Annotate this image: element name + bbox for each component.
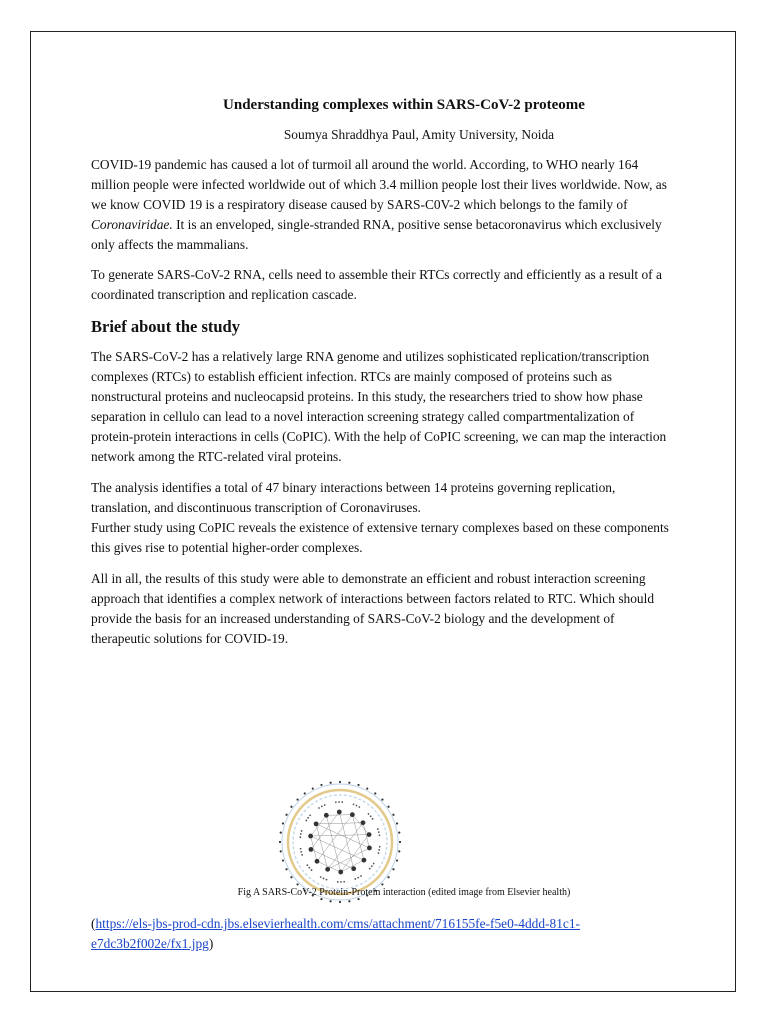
satellite-dot [356, 805, 358, 807]
section-heading: Brief about the study [91, 317, 240, 336]
outer-dot [387, 876, 389, 878]
satellite-dot [300, 851, 302, 853]
figure-caption: Fig A SARS-CoV-2 Protein-Protein interaction (edited image from Elsevier health) [237, 887, 571, 898]
satellite-dot [379, 846, 381, 848]
outer-dot [330, 782, 332, 784]
protein-node [338, 870, 343, 875]
satellite-dot [326, 879, 328, 881]
interaction-edge [311, 812, 339, 849]
satellite-dot [373, 863, 375, 865]
author-line: Soumya Shraddhya Paul, Amity University, Noida [283, 127, 555, 142]
source-link[interactable]: https://els-jbs-prod-cdn.jbs.elsevierhealth.com/cms/attachment/716155fe-f5e0-4ddd-81c1-e7dc3b2f002e/fx1.jpg [91, 916, 580, 951]
interaction-edge [316, 823, 363, 824]
inner-ring [293, 795, 387, 889]
study-paragraph-2-line-2: Further study using CoPIC reveals the existence of extensive ternary complexes based on these components this gives rise to potential higher-order complexes. [91, 520, 669, 555]
intro-paragraph-2: To generate SARS-CoV-2 RNA, cells need to assemble their RTCs correctly and efficiently as a result of a coordinated transcription and replication cascade. [91, 267, 662, 302]
protein-node [351, 866, 356, 871]
protein-node [362, 858, 367, 863]
protein-node [325, 867, 330, 872]
protein-node [367, 846, 372, 851]
satellite-dot [299, 836, 301, 838]
outer-dot [339, 781, 341, 783]
satellite-dot [307, 817, 309, 819]
outer-dot [374, 792, 376, 794]
outer-dot [387, 806, 389, 808]
satellite-dot [360, 875, 362, 877]
intro-paragraph-1-text-a: COVID-19 pandemic has caused a lot of turmoil all around the world. According, to WHO nearly 164 million people were infected worldwide out of which 3.4 million people lost their lives worldwide. Now, as we know COVID 19 is a respiratory disease caused by SARS-C0V-2 which belongs to the family of [91, 157, 667, 212]
satellite-dot [369, 868, 371, 870]
satellite-dot [306, 864, 308, 866]
satellite-dot [370, 815, 372, 817]
outer-dot [398, 832, 400, 834]
outer-dot [348, 782, 350, 784]
outer-dot [392, 868, 394, 870]
satellite-dot [372, 818, 374, 820]
satellite-dot [318, 807, 320, 809]
satellite-dot [378, 849, 380, 851]
interaction-edge [339, 812, 353, 869]
protein-node [337, 810, 342, 815]
outer-dot [392, 814, 394, 816]
outer-dot [290, 806, 292, 808]
satellite-dot [341, 801, 343, 803]
satellite-dot [357, 877, 359, 879]
satellite-dot [379, 834, 381, 836]
link-close-paren: ) [208, 936, 214, 951]
protein-node [367, 832, 372, 837]
satellite-dot [368, 813, 370, 815]
protein-node [308, 834, 313, 839]
protein-node [350, 812, 355, 817]
study-paragraph-2-line-1: The analysis identifies a total of 47 binary interactions between 14 proteins governing replication, translation, and discontinuous transcription of Coronaviruses. [91, 480, 616, 515]
outer-dot [279, 841, 281, 843]
outer-dot [296, 798, 298, 800]
outer-dot [285, 814, 287, 816]
satellite-dot [323, 878, 325, 880]
outer-dot [282, 859, 284, 861]
outer-dot [357, 784, 359, 786]
outer-dot [285, 868, 287, 870]
protein-node [315, 859, 320, 864]
satellite-dot [300, 833, 302, 835]
interaction-edge [341, 835, 369, 872]
outer-dot [396, 859, 398, 861]
satellite-dot [358, 806, 360, 808]
outer-ring [282, 784, 398, 900]
family-name-italic: Coronaviridae. [91, 217, 173, 232]
outer-dot [304, 792, 306, 794]
interaction-edge [311, 835, 369, 836]
satellite-dot [371, 865, 373, 867]
study-paragraph-2 [91, 478, 677, 558]
satellite-dot [311, 869, 313, 871]
outer-dot [339, 901, 341, 903]
satellite-dot [377, 828, 379, 830]
interaction-edge [326, 815, 340, 872]
outer-dot [348, 900, 350, 902]
satellite-dot [301, 854, 303, 856]
satellite-dot [337, 881, 339, 883]
outer-dot [398, 850, 400, 852]
satellite-dot [324, 804, 326, 806]
satellite-dot [378, 852, 380, 854]
study-paragraph-1: The SARS-CoV-2 has a relatively large RNA genome and utilizes sophisticated replication/transcription complexes (RTCs) to establish efficient infection. RTCs are mainly composed of proteins such as nonstructural proteins and nucleocapsid proteins. In this study, the researchers tried to show how phase separation in cellulo can lead to a novel interaction screening strategy called compartmentalization of protein-protein interactions in cells (CoPIC). With the help of CoPIC screening, we can map the interaction network among the RTC-related viral proteins. [91, 349, 667, 464]
document-page [30, 31, 736, 992]
satellite-dot [335, 801, 337, 803]
outer-dot [280, 832, 282, 834]
outer-dot [312, 787, 314, 789]
satellite-dot [308, 867, 310, 869]
satellite-dot [343, 881, 345, 883]
intro-paragraph-1-text-b: It is an enveloped, single-stranded RNA, positive sense betacoronavirus which exclusively only affects the mammalians. [91, 217, 662, 252]
outer-dot [381, 798, 383, 800]
satellite-dot [378, 831, 380, 833]
outer-dot [280, 850, 282, 852]
satellite-dot [321, 805, 323, 807]
protein-node [314, 821, 319, 826]
intro-paragraph-1 [91, 155, 677, 255]
source-link-line [91, 914, 677, 954]
satellite-dot [301, 830, 303, 832]
outer-dot [282, 822, 284, 824]
outer-dot [330, 900, 332, 902]
outer-dot [320, 784, 322, 786]
gold-ring [288, 790, 392, 894]
outer-dot [290, 876, 292, 878]
interaction-edge [326, 815, 352, 816]
satellite-dot [354, 878, 356, 880]
protein-node [324, 813, 329, 818]
link-open-paren: ( [91, 916, 96, 931]
study-paragraph-3: All in all, the results of this study were able to demonstrate an efficient and robust interaction screening approach that identifies a complex network of interactions between factors related to RTC. Which should provide the basis for an increased understanding of SARS-CoV-2 biology and the development of therapeutic solutions for COVID-19. [91, 571, 655, 646]
satellite-dot [320, 876, 322, 878]
satellite-dot [340, 881, 342, 883]
protein-node [361, 820, 366, 825]
satellite-dot [300, 848, 302, 850]
satellite-dot [309, 814, 311, 816]
document-body [91, 95, 677, 951]
document-title: Understanding complexes within SARS-CoV-2 proteome [223, 97, 585, 113]
outer-dot [399, 841, 401, 843]
protein-node [309, 847, 314, 852]
satellite-dot [353, 803, 355, 805]
outer-dot [396, 822, 398, 824]
outer-dot [366, 787, 368, 789]
satellite-dot [338, 801, 340, 803]
satellite-dot [305, 820, 307, 822]
